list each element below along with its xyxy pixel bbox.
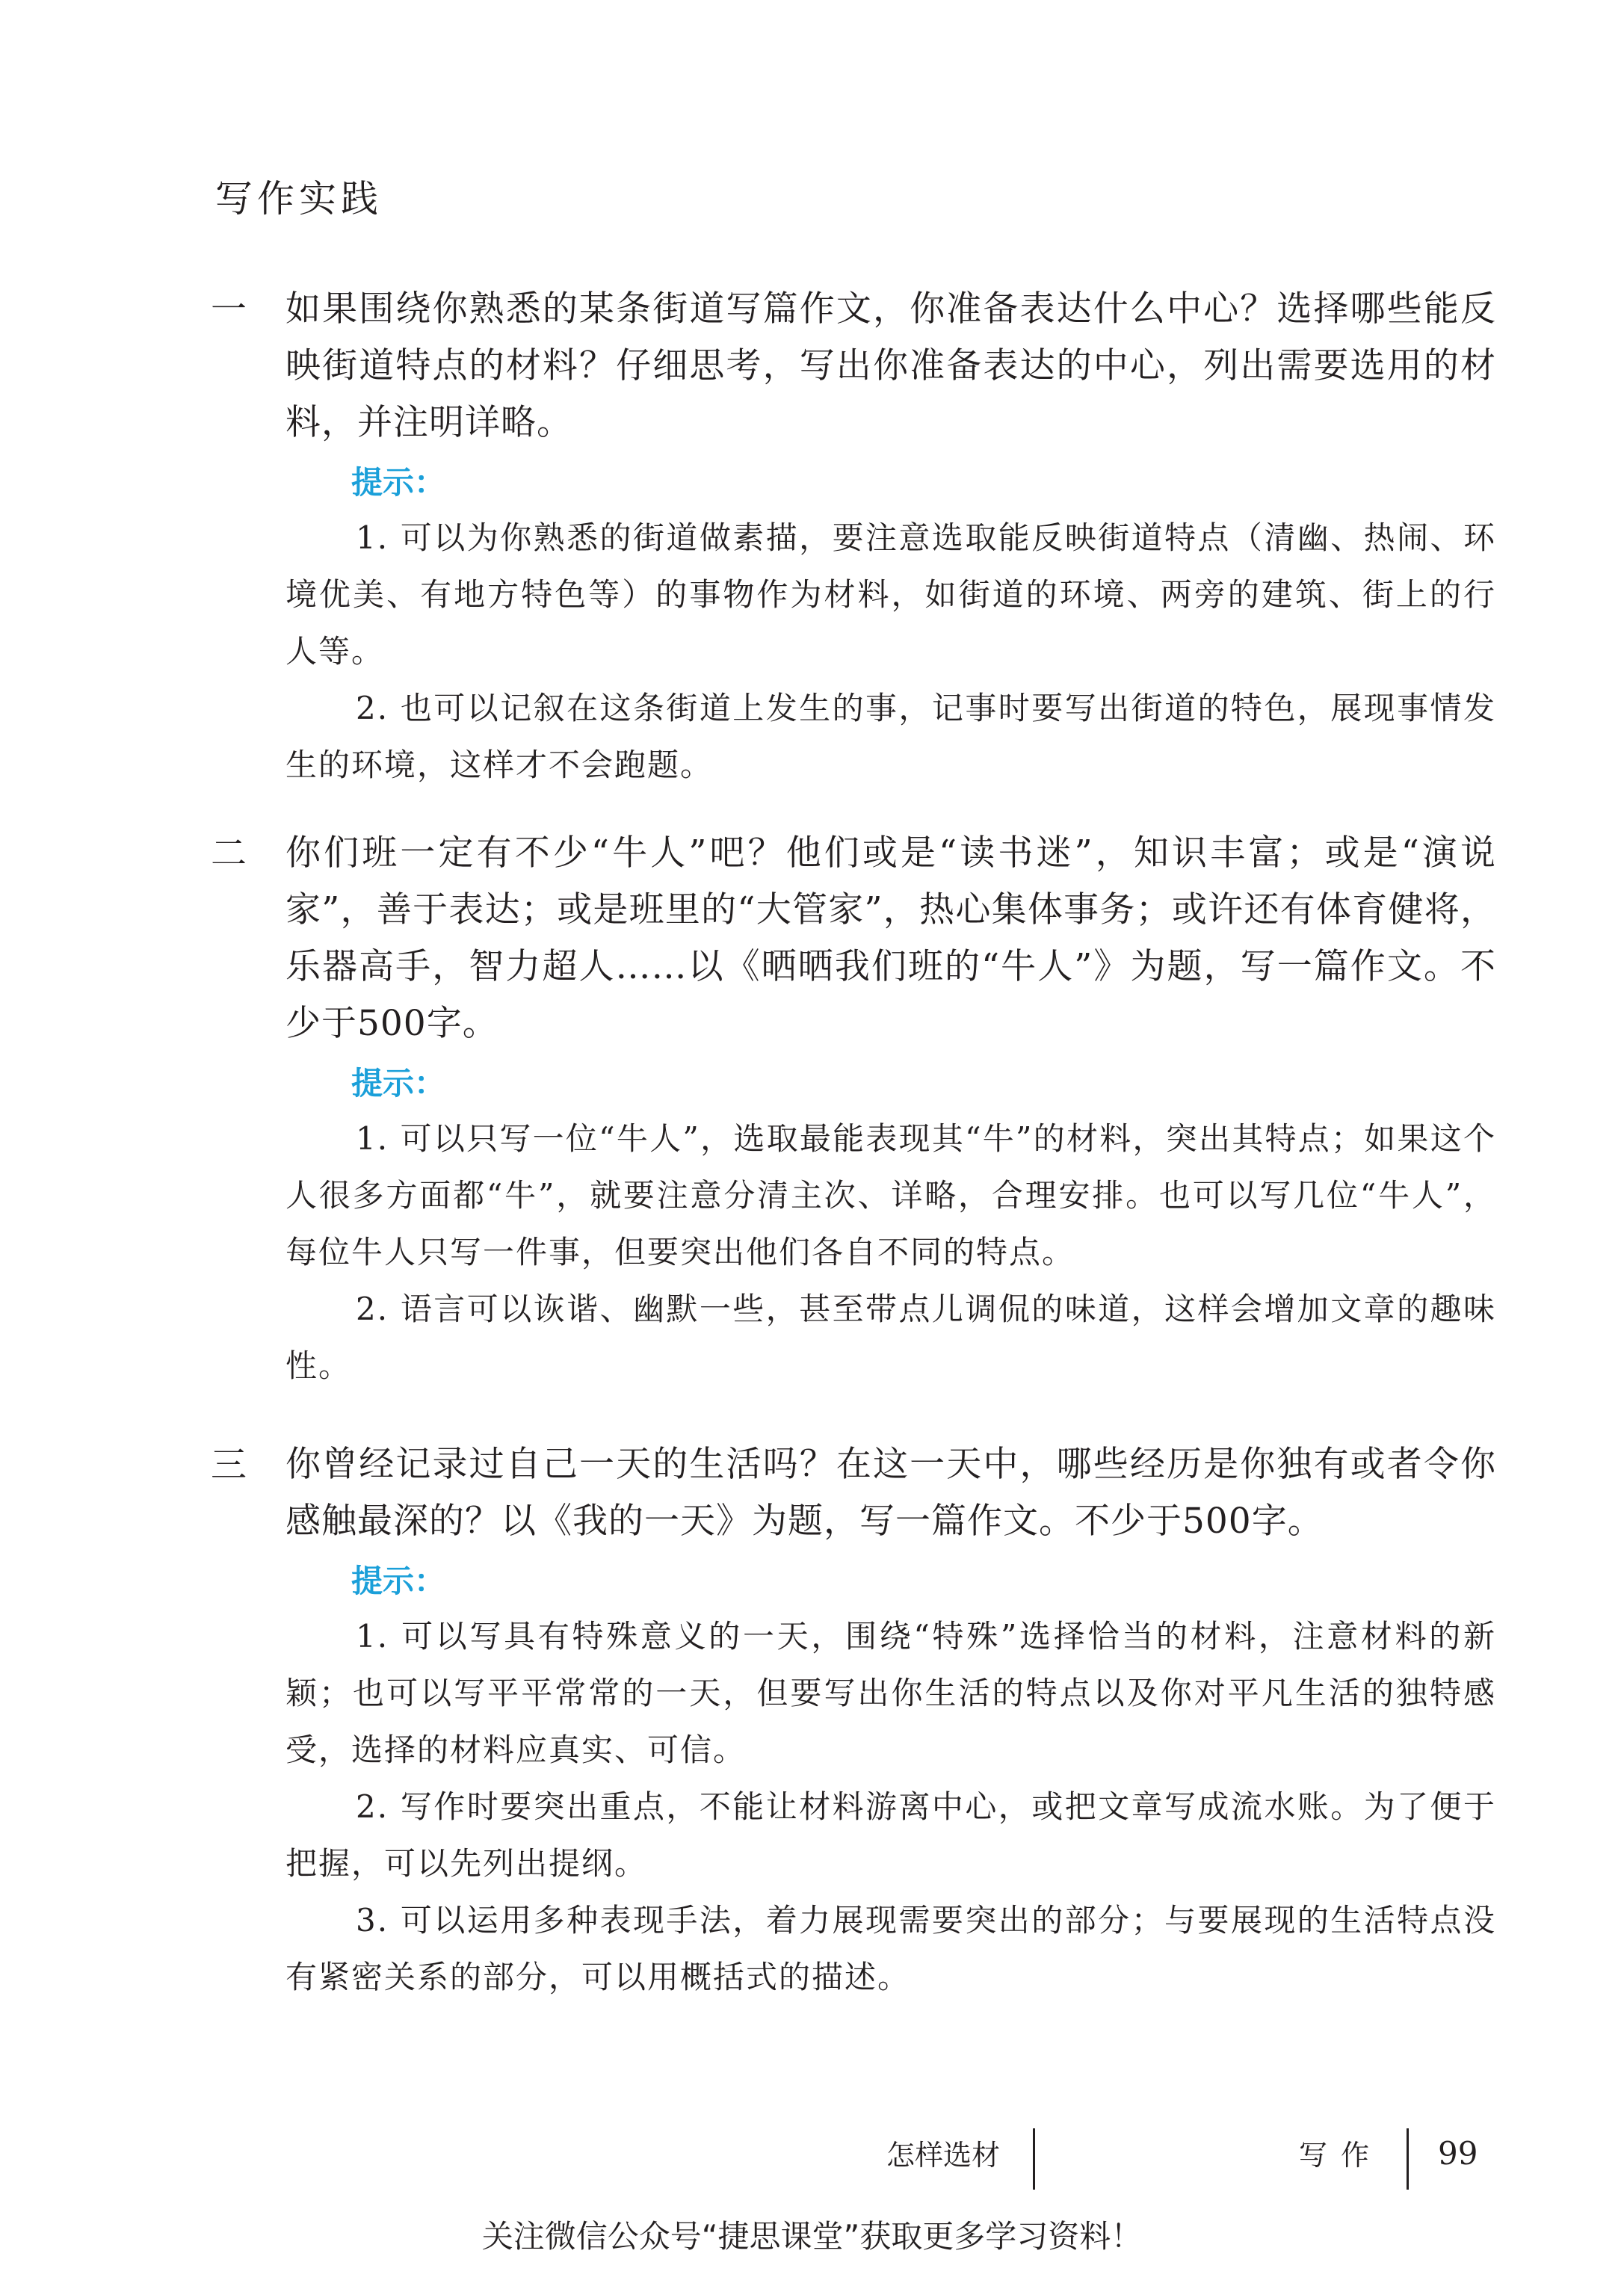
hint-item: 3. 可以运用多种表现手法，着力展现需要突出的部分；与要展现的生活特点没有紧密关系的部分，可以用概括式的描述。 xyxy=(285,1902,1496,1995)
hint-item: 1. 可以只写一位“牛人”，选取最能表现其“牛”的材料，突出其特点；如果这个人很多方面都“牛”，就要注意分清主次、详略，合理安排。也可以写几位“牛人”，每位牛人只写一件事，但要突出他们各自不同的特点。 xyxy=(285,1120,1496,1270)
exercise-prompt: 你曾经记录过自己一天的生活吗？在这一天中，哪些经历是你独有或者令你感触最深的？以《我的一天》为题，写一篇作文。不少于500字。 xyxy=(285,1444,1496,1542)
hint-item: 1. 可以为你熟悉的街道做素描，要注意选取能反映街道特点（清幽、热闹、环境优美、有地方特色等）的事物作为材料，如街道的环境、两旁的建筑、街上的行人等。 xyxy=(285,519,1496,670)
page-number: 99 xyxy=(1438,2135,1478,2172)
footer-chapter-title: 怎样选材 xyxy=(886,2139,1001,2172)
hint-item: 2. 也可以记叙在这条街道上发生的事，记事时要写出街道的特色，展现事情发生的环境，这样才不会跑题。 xyxy=(285,690,1496,783)
exercise-prompt: 你们班一定有不少“牛人”吧？他们或是“读书迷”，知识丰富；或是“演说家”，善于表达；或是班里的“大管家”，热心集体事务；或许还有体育健将，乐器高手，智力超人……以《晒晒我们班的“牛人”》为题，写一篇作文。不少于500字。 xyxy=(285,833,1496,1044)
footer-unit-title: 写作 xyxy=(1299,2139,1383,2172)
exercise-number: 二 xyxy=(211,833,247,874)
hint-item: 1. 可以写具有特殊意义的一天，围绕“特殊”选择恰当的材料，注意材料的新颖；也可以写平平常常的一天，但要写出你生活的特点以及你对平凡生活的独特感受，选择的材料应真实、可信。 xyxy=(285,1618,1496,1768)
footer-divider xyxy=(1033,2128,1035,2190)
hint-item: 2. 写作时要突出重点，不能让材料游离中心，或把文章写成流水账。为了便于把握，可以先列出提纲。 xyxy=(285,1788,1496,1882)
exercise-number: 三 xyxy=(211,1444,247,1486)
hint-label: 提示： xyxy=(351,1065,446,1102)
exercise-prompt: 如果围绕你熟悉的某条街道写篇作文，你准备表达什么中心？选择哪些能反映街道特点的材料？仔细思考，写出你准备表达的中心，列出需要选用的材料，并注明详略。 xyxy=(285,288,1496,443)
hint-item: 2. 语言可以诙谐、幽默一些，甚至带点儿调侃的味道，这样会增加文章的趣味性。 xyxy=(285,1291,1496,1384)
footer-divider xyxy=(1407,2128,1409,2190)
hint-label: 提示： xyxy=(351,464,446,501)
exercise-3 xyxy=(211,1436,1496,2006)
exercise-1 xyxy=(211,281,1496,794)
exercise-number: 一 xyxy=(211,288,247,330)
footer-note: 关注微信公众号“捷思课堂”获取更多学习资料！ xyxy=(481,2218,1143,2255)
exercise-2 xyxy=(211,825,1496,1394)
hint-label: 提示： xyxy=(351,1563,446,1599)
section-title: 写作实践 xyxy=(215,177,383,220)
